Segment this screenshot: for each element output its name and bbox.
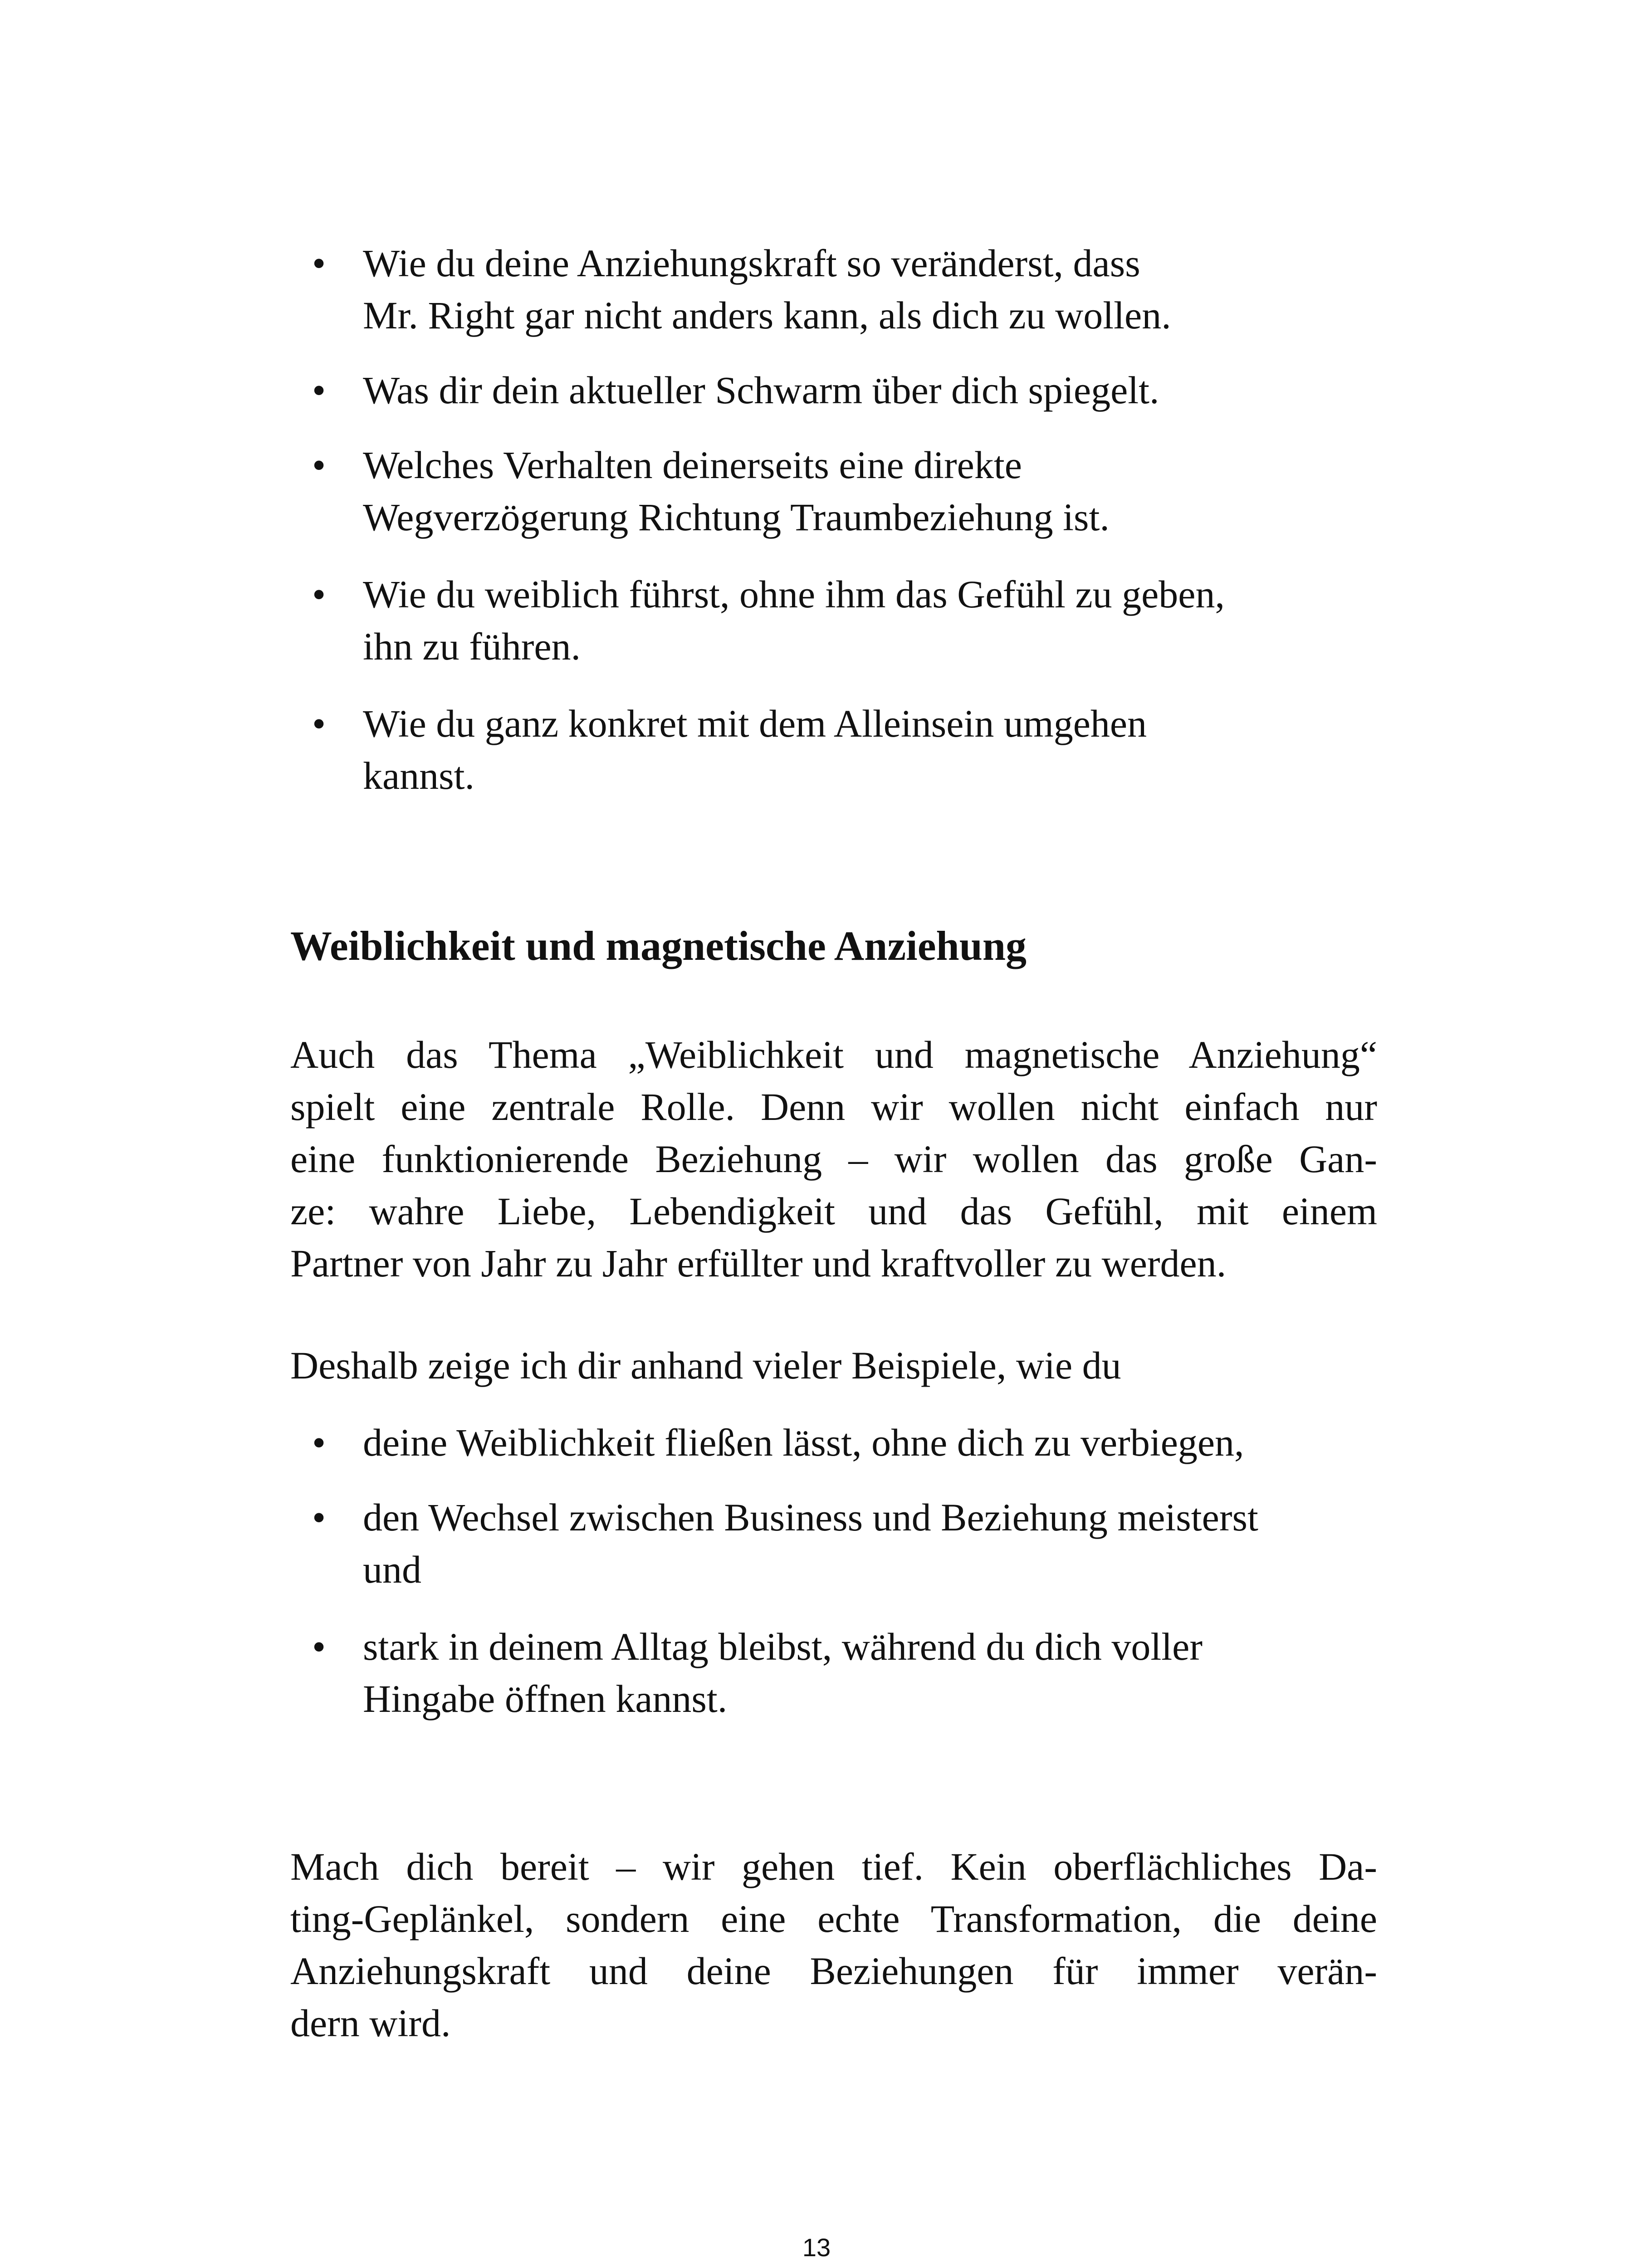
bullet-marker: • <box>312 1421 326 1464</box>
list-item-line: und <box>363 1548 421 1591</box>
bullet-marker: • <box>312 572 326 616</box>
bullet-marker: • <box>312 443 326 487</box>
list-item-line: kannst. <box>363 754 475 797</box>
list-item-line: Welches Verhalten deinerseits eine direkte <box>363 443 1022 487</box>
list-item-line: deine Weiblichkeit fließen lässt, ohne dich zu verbiegen, <box>363 1421 1244 1464</box>
list-item-line: Hingabe öffnen kannst. <box>363 1677 728 1721</box>
bullet-marker: • <box>312 1496 326 1539</box>
paragraph-line: Mach dich bereit – wir gehen tief. Kein oberflächliches Da- <box>290 1845 1377 1888</box>
paragraph-lead-in: Deshalb zeige ich dir anhand vieler Beispiele, wie du <box>290 1344 1121 1387</box>
list-item-line: den Wechsel zwischen Business und Beziehung meisterst <box>363 1496 1258 1539</box>
list-item-line: Was dir dein aktueller Schwarm über dich spiegelt. <box>363 368 1159 412</box>
list-item-line: stark in deinem Alltag bleibst, während du dich voller <box>363 1625 1203 1668</box>
list-item-line: Wie du ganz konkret mit dem Alleinsein umgehen <box>363 702 1147 745</box>
paragraph-line: Partner von Jahr zu Jahr erfüllter und kraftvoller zu werden. <box>290 1242 1227 1285</box>
paragraph-line: ting-Geplänkel, sondern eine echte Transformation, die deine <box>290 1897 1377 1941</box>
bullet-marker: • <box>312 368 326 412</box>
bullet-marker: • <box>312 241 326 285</box>
list-item-line: ihn zu führen. <box>363 625 581 668</box>
paragraph-line: Anziehungskraft und deine Beziehungen für immer verän- <box>290 1949 1377 1993</box>
bullet-marker: • <box>312 1625 326 1668</box>
paragraph-line: spielt eine zentrale Rolle. Denn wir wollen nicht einfach nur <box>290 1085 1377 1129</box>
list-item-line: Wegverzögerung Richtung Traumbeziehung ist. <box>363 495 1110 539</box>
paragraph-line: ze: wahre Liebe, Lebendigkeit und das Gefühl, mit einem <box>290 1189 1377 1233</box>
list-item-line: Wie du weiblich führst, ohne ihm das Gefühl zu geben, <box>363 572 1225 616</box>
section-heading: Weiblichkeit und magnetische Anziehung <box>290 923 1027 969</box>
list-item-line: Wie du deine Anziehungskraft so veränderst, dass <box>363 241 1140 285</box>
list-item-line: Mr. Right gar nicht anders kann, als dich zu wollen. <box>363 293 1171 337</box>
bullet-marker: • <box>312 702 326 745</box>
paragraph-line: Auch das Thema „Weiblichkeit und magnetische Anziehung“ <box>290 1033 1377 1076</box>
page-number: 13 <box>802 2233 831 2262</box>
paragraph-line: dern wird. <box>290 2001 451 2045</box>
paragraph-line: eine funktionierende Beziehung – wir wollen das große Gan- <box>290 1137 1377 1181</box>
